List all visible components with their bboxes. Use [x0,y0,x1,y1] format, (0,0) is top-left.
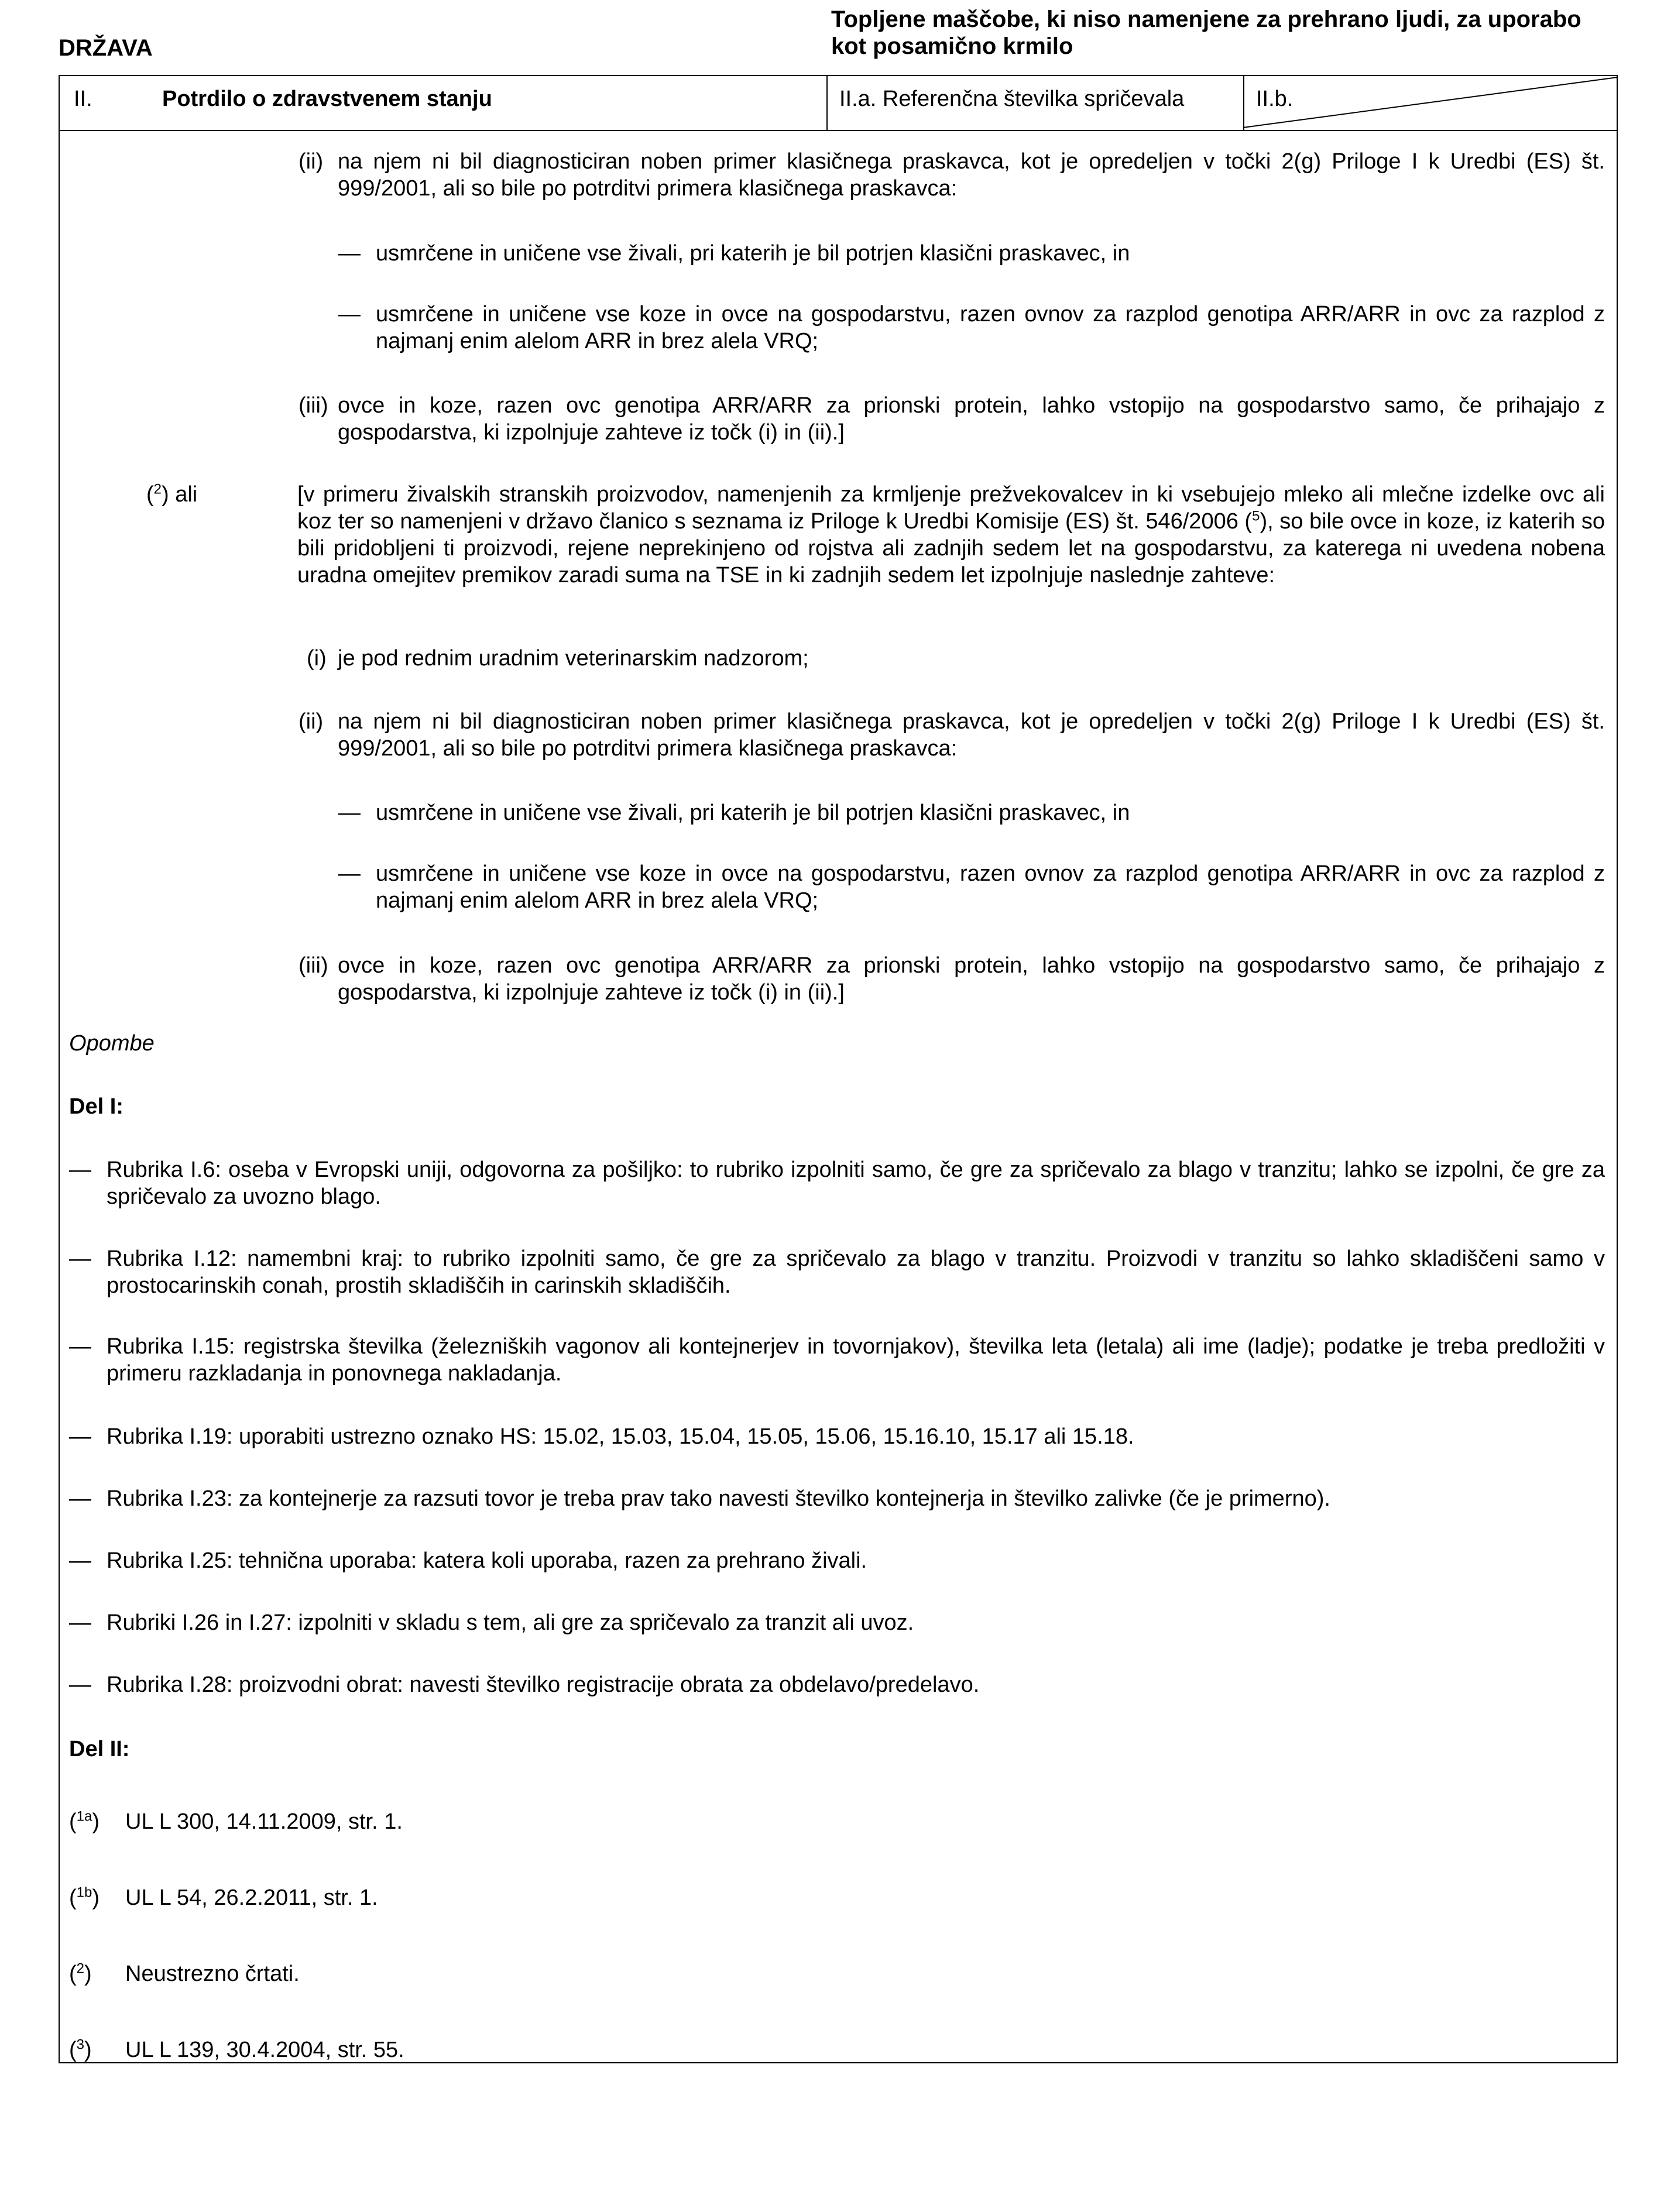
item-marker-i: (i) [307,646,327,671]
dash-item-2: usmrčene in uničene vse koze in ovce na gospodarstvu, razen ovnov za razplod genotipa ARR/ARR in ovc za razplod z najmanj enim alelom ARR in brez alela VRQ; [376,302,1605,353]
footnote-marker: ($^{1a}$) [69,1808,100,1834]
note-item: Rubriki I.26 in I.27: izpolniti v skladu s tem, ali gre za spričevalo za tranzit ali uvoz. [107,1610,914,1635]
dash-marker: — [69,1157,91,1182]
item-text-ii: na njem ni bil diagnosticiran noben primer klasičnega praskavca, kot je opredeljen v točki 2(g) Priloge I k Uredbi (ES) št. 999/2001, ali so bile po potrditvi primera klasičnega praskavca: [338,149,1605,201]
note-item: Rubrika I.6: oseba v Evropski uniji, odgovorna za pošiljko: to rubriko izpolniti samo, če gre za spričevalo za blago v tranzitu; lahko se izpolni, če gre za spričevalo za uvozno blago. [107,1157,1605,1209]
section-number: II. [74,87,92,111]
footnote-marker: ($^2$) [69,1960,92,1986]
note-item: Rubrika I.28: proizvodni obrat: navesti številko registracije obrata za obdelavo/predelavo. [107,1672,980,1697]
dash-marker: — [338,861,361,886]
note-item: Rubrika I.12: namembni kraj: to rubriko izpolniti samo, če gre za spričevalo za blago v tranzitu. Proizvodi v tranzitu so lahko skladiščeni samo v prostocarinskih conah, prostih skladiščih in carinskih skladiščih. [107,1246,1605,1298]
dash-marker: — [69,1424,91,1449]
footnote-text: UL L 54, 26.2.2011, str. 1. [125,1885,378,1910]
diagonal-strike-line [1243,76,1618,130]
alternative-marker: ($^2$) ali [146,481,198,507]
item-marker-iii: (iii) [299,393,328,418]
section-title: Potrdilo o zdravstvenem stanju [162,87,492,111]
reference-number-field: II.a. Referenčna številka spričevala [839,87,1185,111]
notes-heading: Opombe [69,1031,155,1056]
item-marker-ii: (ii) [299,149,324,174]
item-marker-ii: (ii) [299,709,324,734]
footnote-text: UL L 300, 14.11.2009, str. 1. [125,1809,403,1834]
item-text-iii: ovce in koze, razen ovc genotipa ARR/ARR za prionski protein, lahko vstopijo na gospodarstvo samo, če prihajajo z gospodarstva, ki izpolnjuje zahteve iz točk (i) in (ii).] [338,953,1605,1005]
item-text-ii: na njem ni bil diagnosticiran noben primer klasičnega praskavca, kot je opredeljen v točki 2(g) Priloge I k Uredbi (ES) št. 999/2001, ali so bile po potrditvi primera klasičnega praskavca: [338,709,1605,761]
document-title: Topljene maščobe, ki niso namenjene za prehrano ljudi, za uporabo kot posamično krmilo [831,6,1581,59]
note-item: Rubrika I.25: tehnična uporaba: katera koli uporaba, razen za prehrano živali. [107,1548,867,1573]
country-label: DRŽAVA [59,35,153,61]
dash-marker: — [69,1610,91,1635]
certificate-frame [59,75,1618,2063]
dash-item-1: usmrčene in uničene vse živali, pri katerih je bil potrjen klasični praskavec, in [376,241,1130,266]
dash-marker: — [69,1246,91,1271]
dash-marker: — [69,1672,91,1697]
dash-marker: — [338,241,361,266]
item-text-iii: ovce in koze, razen ovc genotipa ARR/ARR za prionski protein, lahko vstopijo na gospodarstvo samo, če prihajajo z gospodarstva, ki izpolnjuje zahteve iz točk (i) in (ii).] [338,393,1605,445]
dash-marker: — [338,302,361,327]
note-item: Rubrika I.15: registrska številka (železniških vagonov ali kontejnerjev in tovornjakov), številka leta (letala) ali ime (ladje); podatke je treba predložiti v primeru razkladanja in ponovnega nakladanja. [107,1334,1605,1386]
dash-marker: — [69,1486,91,1511]
table-header [60,76,1617,131]
dash-item-1: usmrčene in uničene vse živali, pri katerih je bil potrjen klasični praskavec, in [376,801,1130,825]
part-2-heading: Del II: [69,1737,130,1761]
dash-marker: — [338,801,361,825]
dash-marker: — [69,1548,91,1573]
dash-marker: — [69,1334,91,1359]
alternative-intro: [v primeru živalskih stranskih proizvodov, namenjenih za krmljenje prežvekovalcev in ki vsebujejo mleko ali mlečne izdelke ovc ali koz ter so namenjeni v državo članico s seznama iz Priloge k Uredbi Komisije (ES) št. 546/2006 ($^5$), so bile ovce in koze, iz katerih so bili pridobljeni ti proizvodi, rejene neprekinjeno od rojstva ali zadnjih sedem let na gospodarstvu, za katerega ni uvedena nobena uradna omejitev premikov zaradi suma na TSE in ki zadnjih sedem let izpolnjuje naslednje zahteve: [297,482,1605,588]
iib-field: II.b. [1256,87,1294,111]
footnote-marker: ($^3$) [69,2036,92,2062]
header-divider [826,76,828,130]
footnote-text: Neustrezno črtati. [125,1962,300,1986]
item-text-i: je pod rednim uradnim veterinarskim nadzorom; [338,646,809,671]
item-marker-iii: (iii) [299,953,328,978]
footnote-marker: ($^{1b}$) [69,1884,100,1910]
dash-item-2: usmrčene in uničene vse koze in ovce na gospodarstvu, razen ovnov za razplod genotipa ARR/ARR in ovc za razplod z najmanj enim alelom ARR in brez alela VRQ; [376,861,1605,913]
note-item: Rubrika I.19: uporabiti ustrezno oznako HS: 15.02, 15.03, 15.04, 15.05, 15.06, 15.16.10, 15.17 ali 15.18. [107,1424,1134,1449]
part-1-heading: Del I: [69,1094,123,1119]
footnote-text: UL L 139, 30.4.2004, str. 55. [125,2038,404,2062]
note-item: Rubrika I.23: za kontejnerje za razsuti tovor je treba prav tako navesti številko kontejnerja in številko zalivke (če je primerno). [107,1486,1330,1511]
